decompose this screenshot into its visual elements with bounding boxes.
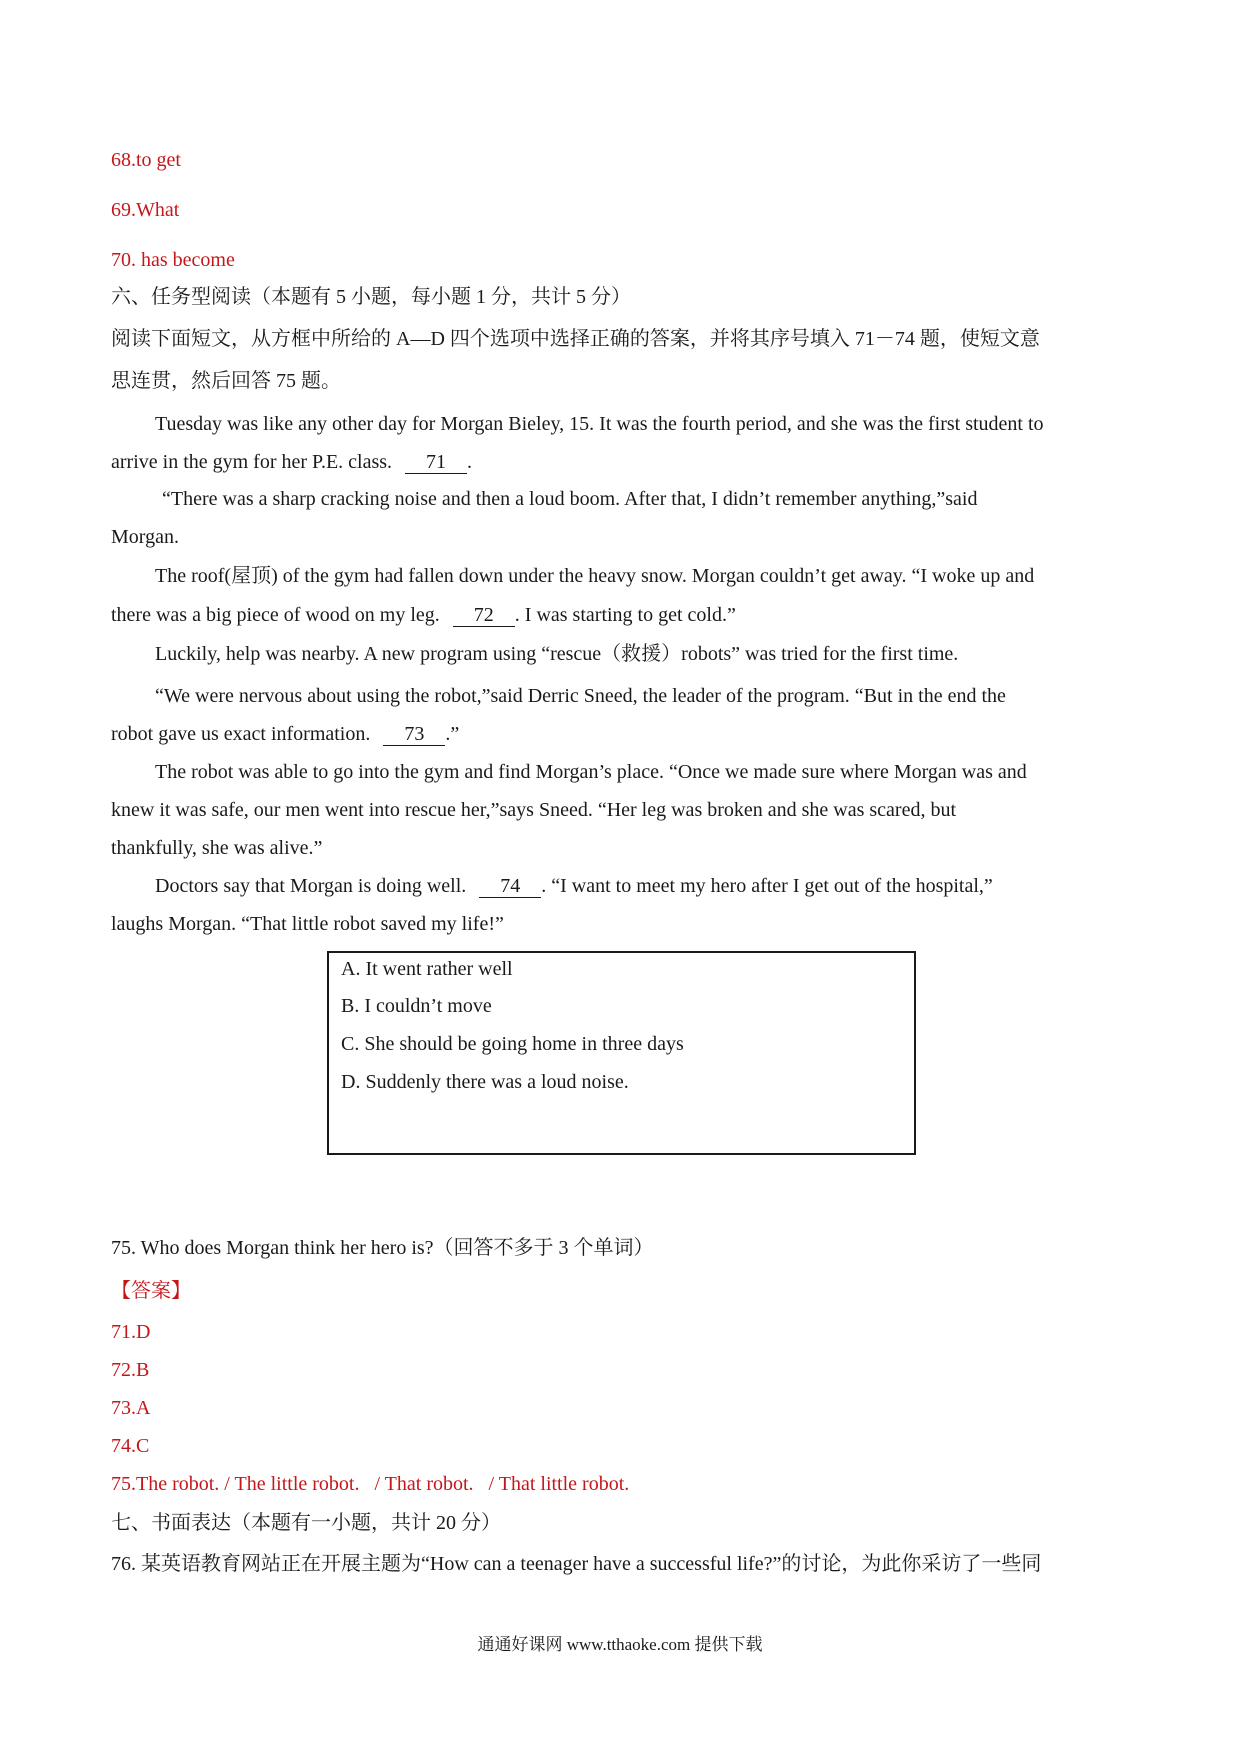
passage-text: .” [445, 723, 460, 745]
passage-text: . I was starting to get cold.” [514, 604, 736, 626]
section7-heading: 七、书面表达（本题有一小题，共计 20 分） [111, 1512, 501, 1534]
question-76: 76. 某英语教育网站正在开展主题为“How can a teenager have a successful life?”的讨论，为此你采访了一些同 [111, 1553, 1042, 1575]
passage-text: . [467, 451, 473, 473]
passage-text: arrive in the gym for her P.E. class. [111, 451, 393, 473]
option-d: D. Suddenly there was a loud noise. [341, 1071, 629, 1093]
passage-text: . “I want to meet my hero after I get out of the hospital,” [541, 875, 993, 897]
passage-text: there was a big piece of wood on my leg. [111, 604, 440, 626]
blank-74: 74 [479, 875, 541, 898]
answer-label: 【答案】 [111, 1280, 191, 1302]
page-footer: 通通好课网 www.tthaoke.com 提供下载 [477, 1635, 763, 1654]
passage-text: Doctors say that Morgan is doing well. [155, 875, 467, 897]
section6-heading: 六、任务型阅读（本题有 5 小题，每小题 1 分，共计 5 分） [111, 286, 631, 308]
blank-72: 72 [453, 604, 515, 627]
answer-73: 73.A [111, 1397, 151, 1419]
answer-69: 69.What [111, 199, 180, 221]
passage-p6-line3: thankfully, she was alive.” [111, 837, 323, 859]
answer-71: 71.D [111, 1321, 151, 1343]
option-a: A. It went rather well [341, 958, 513, 980]
answer-74: 74.C [111, 1435, 150, 1457]
passage-p1-line2 [111, 450, 472, 474]
passage-p4: Luckily, help was nearby. A new program using “rescue（救援）robots” was tried for the first time. [155, 643, 959, 665]
passage-p3-line2 [111, 603, 736, 627]
passage-p7-line1 [155, 874, 993, 898]
answer-70: 70. has become [111, 249, 235, 271]
passage-p6-line2: knew it was safe, our men went into rescue her,”says Sneed. “Her leg was broken and she was scared, but [111, 799, 957, 821]
passage-p5-line1: “We were nervous about using the robot,”said Derric Sneed, the leader of the program. “But in the end the [155, 685, 1006, 707]
options-box [327, 951, 916, 1155]
passage-p7-line2: laughs Morgan. “That little robot saved my life!” [111, 913, 504, 935]
passage-p2-line2: Morgan. [111, 526, 179, 548]
answer-68: 68.to get [111, 149, 181, 171]
answer-75: 75.The robot. / The little robot. / That robot. / That little robot. [111, 1473, 630, 1495]
blank-71: 71 [405, 451, 467, 474]
passage-p2-line1: “There was a sharp cracking noise and then a loud boom. After that, I didn’t remember anything,”said [162, 488, 978, 510]
passage-text: robot gave us exact information. [111, 723, 371, 745]
answer-72: 72.B [111, 1359, 150, 1381]
section6-instruction-1: 阅读下面短文，从方框中所给的 A—D 四个选项中选择正确的答案，并将其序号填入 71－74 题，使短文意 [111, 328, 1040, 350]
blank-73: 73 [383, 723, 445, 746]
option-c: C. She should be going home in three days [341, 1033, 684, 1055]
passage-p6-line1: The robot was able to go into the gym and find Morgan’s place. “Once we made sure where Morgan was and [155, 761, 1027, 783]
question-75: 75. Who does Morgan think her hero is?（回答不多于 3 个单词） [111, 1237, 654, 1259]
passage-p3-line1: The roof(屋顶) of the gym had fallen down under the heavy snow. Morgan couldn’t get away. “I woke up and [155, 565, 1035, 587]
passage-p1-line1: Tuesday was like any other day for Morgan Bieley, 15. It was the fourth period, and she was the first student to [155, 413, 1044, 435]
option-b: B. I couldn’t move [341, 995, 492, 1017]
section6-instruction-2: 思连贯，然后回答 75 题。 [111, 370, 341, 392]
passage-p5-line2 [111, 722, 459, 746]
